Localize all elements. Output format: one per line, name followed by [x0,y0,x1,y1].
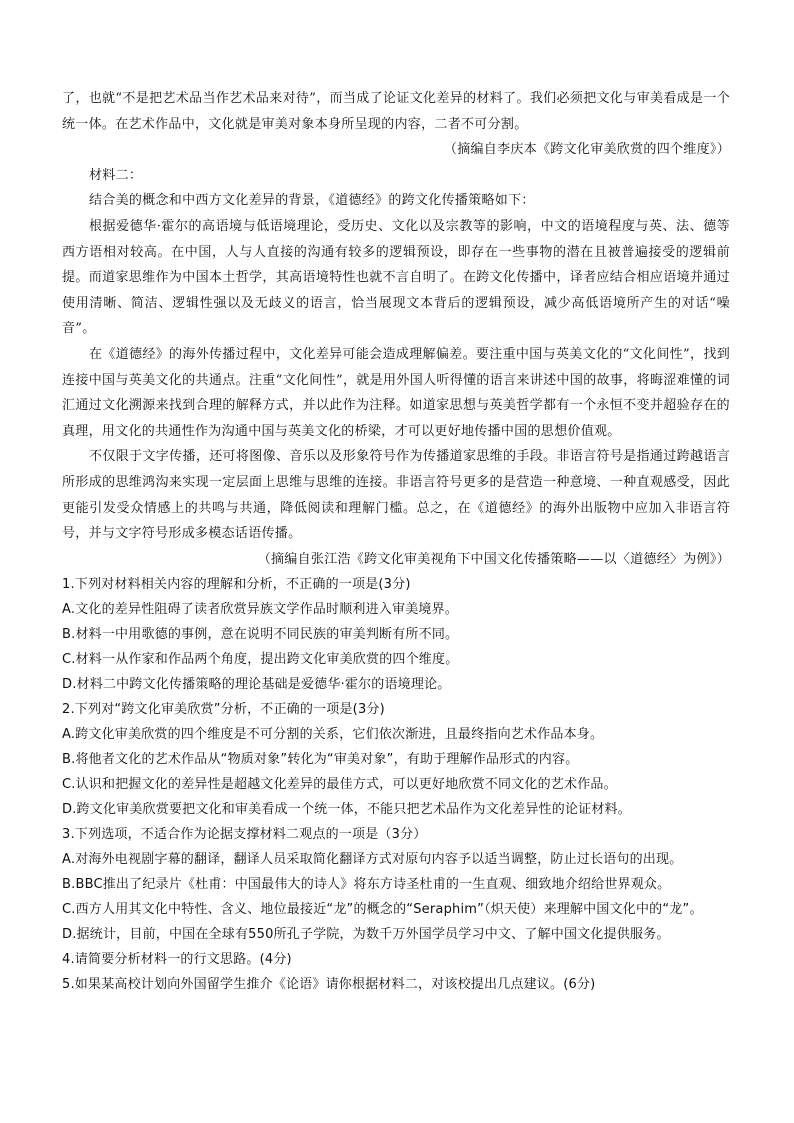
question-option: A.文化的差异性阻碍了读者欣赏异族文学作品时顺利进入审美境界。 [62,602,458,618]
question-option: C.西方人用其文化中特性、含义、地位最接近“龙”的概念的“Seraphim”（炽天使）来理解中国文化中的“龙”。 [62,902,703,918]
material2-source: （摘编自张江浩《跨文化审美视角下中国文化传播策略——以〈道德经〉为例》） [257,551,730,567]
question-1 [62,572,730,697]
question-option: C.认识和把握文化的差异性是超越文化差异的最佳方式，可以更好地欣赏不同文化的艺术作品。 [62,777,617,793]
question-stem: 5.如果某高校计划向外国留学生推介《论语》请你根据材料二，对该校提出几点建议。(6分) [62,977,596,993]
question-stem: 4.请简要分析材料一的行文思路。(4分) [62,952,292,968]
question-option: A.对海外电视剧字幕的翻译，翻译人员采取简化翻译方式对原句内容予以适当调整，防止过长语句的出现。 [62,852,683,868]
question-3 [62,822,730,947]
question-option: D.跨文化审美欣赏要把文化和审美看成一个统一体，不能只把艺术品作为文化差异性的论证材料。 [62,802,631,818]
question-2 [62,697,730,822]
question-4 [62,947,730,972]
question-stem: 2.下列对“跨文化审美欣赏”分析，不正确的一项是(3分) [62,702,385,718]
question-stem: 3.下列选项，不适合作为论据支撑材料二观点的一项是（3分） [62,827,427,843]
question-option: D.据统计，目前，中国在全球有550所孔子学院，为数千万外国学员学习中文、了解中国文化提供服务。 [62,927,670,943]
material2-paragraph: 不仅限于文字传播，还可将图像、音乐以及形象符号作为传播道家思维的手段。非语言符号是指通过跨越语言所形成的思维鸿沟来实现一定层面上思维与思维的连接。非语言符号更多的是营造一种意境、一种直观感受，因此更能引发受众情感上的共鸣与共通，降低阅读和理解门槛。总之，在《道德经》的海外出版物中应加入非语言符号，并与文字符号形成多模态话语传播。 [62,449,730,542]
material1-tail-paragraph: 了，也就“不是把艺术品当作艺术品来对待”，而当成了论证文化差异的材料了。我们必须把文化与审美看成是一个统一体。在艺术作品中，文化就是审美对象本身所呈现的内容，二者不可分割。 [62,91,730,132]
question-option: A.跨文化审美欣赏的四个维度是不可分割的关系，它们依次渐进，且最终指向艺术作品本身。 [62,727,604,743]
question-option: C.材料一从作家和作品两个角度，提出跨文化审美欣赏的四个维度。 [62,652,459,668]
material2-paragraph: 结合美的概念和中西方文化差异的背景，《道德经》的跨文化传播策略如下： [89,193,535,209]
question-option: D.材料二中跨文化传播策略的理论基础是爱德华·霍尔的语境理论。 [62,677,451,693]
question-option: B.将他者文化的艺术作品从“物质对象”转化为“审美对象”，有助于理解作品形式的内容。 [62,752,579,768]
question-stem: 1.下列对材料相关内容的理解和分析，不正确的一项是(3分) [62,577,411,593]
material2-paragraph: 在《道德经》的海外传播过程中，文化差异可能会造成理解偏差。要注重中国与英美文化的“文化间性”，找到连接中国与英美文化的共通点。注重“文化间性”，就是用外国人听得懂的语言来讲述中国的故事，将晦涩难懂的词汇通过文化溯源来找到合理的解释方式，并以此作为注释。如道家思想与英美哲学都有一个永恒不变并超验存在的真理，用文化的共通性作为沟通中国与英美文化的桥梁，才可以更好地传播中国的思想价值观。 [62,346,730,439]
material2-paragraph: 根据爱德华·霍尔的高语境与低语境理论，受历史、文化以及宗教等的影响，中文的语境程度与英、法、德等西方语相对较高。在中国，人与人直接的沟通有较多的逻辑预设，即存在一些事物的潜在且被普遍接受的逻辑前提。而道家思维作为中国本土哲学，其高语境特性也就不言自明了。在跨文化传播中，译者应结合相应语境并通过使用清晰、简洁、逻辑性强以及无歧义的语言，恰当展现文本背后的逻辑预设，减少高低语境所产生的对话“噪音”。 [62,218,730,337]
material2-heading: 材料二： [89,167,143,183]
question-option: B.材料一中用歌德的事例，意在说明不同民族的审美判断有所不同。 [62,627,459,643]
question-5 [62,972,730,997]
question-option: B.BBC推出了纪录片《杜甫：中国最伟大的诗人》将东方诗圣杜甫的一生直观、细致地介绍给世界观众。 [62,877,671,893]
material1-source: （摘编自李庆本《跨文化审美欣赏的四个维度》） [443,142,730,158]
exam-page [62,86,730,997]
